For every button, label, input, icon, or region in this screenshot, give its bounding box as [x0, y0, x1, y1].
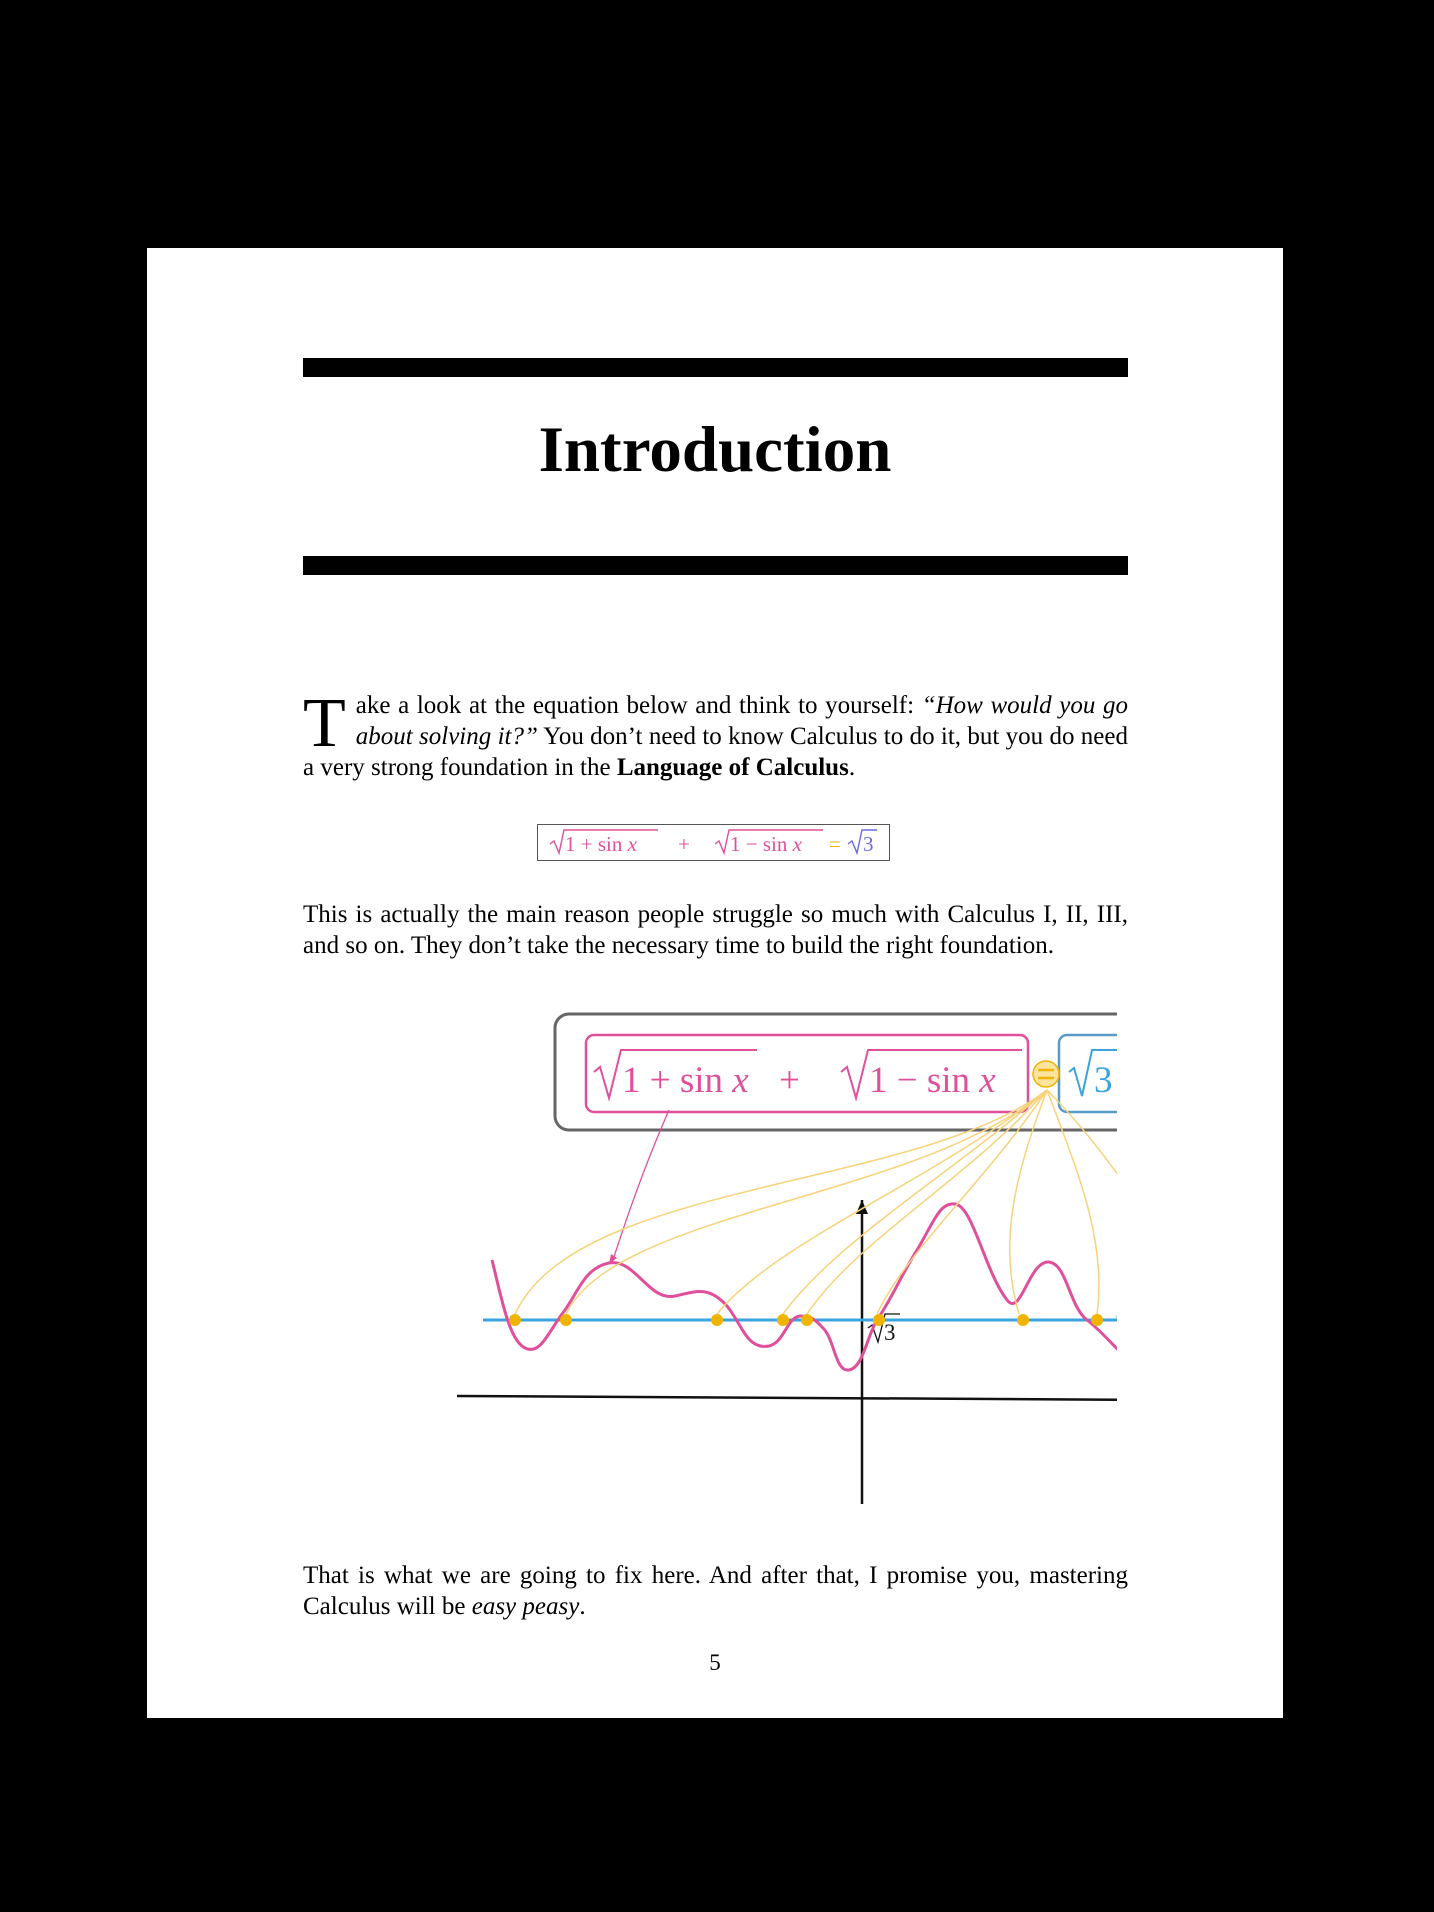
solution-point — [777, 1314, 789, 1326]
solution-arrows — [515, 1090, 1117, 1314]
solution-point — [1091, 1314, 1103, 1326]
paragraph-text: You don’t need to know Calculus to do it, but you do need a very strong foundation in the — [303, 723, 1128, 781]
chapter-title: Introduction — [538, 414, 892, 486]
pointer-arrow — [613, 1110, 669, 1260]
solution-diagram — [317, 1010, 1117, 1510]
solution-point — [509, 1314, 521, 1326]
big-radicand: 1 + sin x — [622, 1060, 749, 1101]
paragraph-quote: “How would you go about solving it?” — [355, 692, 1128, 750]
paragraph-text: . — [848, 754, 856, 781]
intro-paragraph — [303, 685, 1128, 783]
x-axis — [457, 1396, 1117, 1400]
big-plus-sign: + — [779, 1060, 800, 1101]
page-number: 5 — [709, 1650, 721, 1675]
bottom-rule — [303, 556, 1128, 575]
equation-box — [537, 824, 890, 861]
paragraph-bold: Language of Calculus — [616, 754, 849, 781]
axis-label-sqrt3: 3 — [884, 1320, 896, 1345]
lhs-function-curve — [492, 1204, 1117, 1370]
solution-point — [801, 1314, 813, 1326]
rhs-radicand: 3 — [863, 832, 874, 856]
drop-cap: T — [303, 685, 346, 762]
radicand: 1 + sin x — [565, 832, 637, 856]
radicand: 1 − sin x — [730, 832, 802, 856]
equals-sign: = — [829, 832, 841, 856]
big-radicand: 1 − sin x — [869, 1060, 996, 1101]
solution-point — [560, 1314, 572, 1326]
paragraph-text: ake a look at the equation below and think to yourself: — [355, 692, 922, 719]
equals-highlight — [1033, 1061, 1059, 1087]
body-paragraph: This is actually the main reason people struggle so much with Calculus I, II, III, and so on. They don’t take the necessary time to build the right foundation. — [303, 901, 1128, 959]
top-rule — [303, 358, 1128, 377]
equation-svg — [538, 825, 888, 859]
paragraph-text: That is what we are going to fix here. And after that, I promise you, mastering Calculus will be — [303, 1562, 1128, 1620]
book-page — [147, 248, 1283, 1718]
plus-sign: + — [678, 832, 690, 856]
paragraph-text: . — [579, 1593, 586, 1620]
solution-point — [873, 1314, 885, 1326]
solution-point — [1017, 1314, 1029, 1326]
big-rhs: 3 — [1094, 1060, 1113, 1101]
closing-paragraph — [303, 1560, 1128, 1622]
solution-point — [711, 1314, 723, 1326]
paragraph-italic: easy peasy — [471, 1593, 580, 1620]
